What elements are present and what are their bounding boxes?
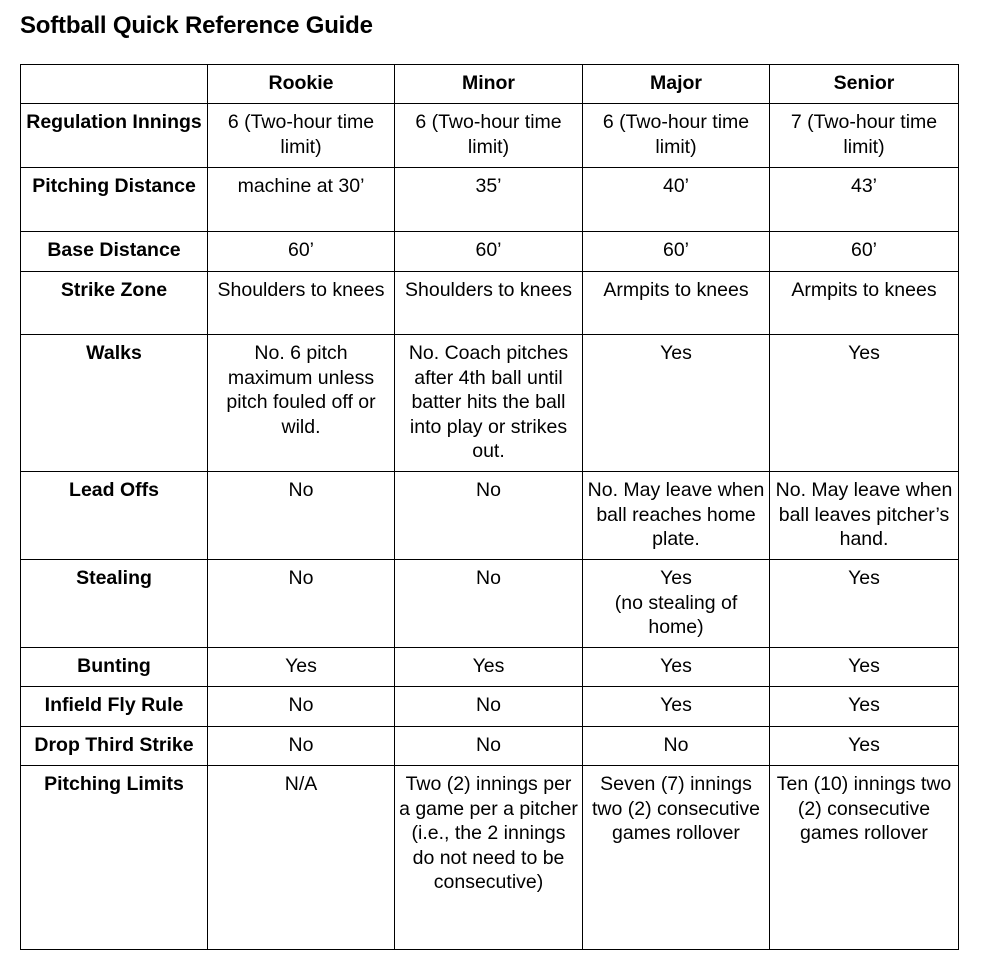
cell-minor: Shoulders to knees xyxy=(395,272,583,335)
cell-major: No xyxy=(583,727,770,766)
cell-rookie: No. 6 pitch maximum unless pitch fouled off or wild. xyxy=(208,335,395,472)
row-stealing xyxy=(21,560,959,648)
row-drop-third-strike xyxy=(21,727,959,766)
cell-rookie: No xyxy=(208,472,395,560)
cell-major: 40’ xyxy=(583,168,770,232)
row-label: Infield Fly Rule xyxy=(21,687,208,727)
row-label: Regulation Innings xyxy=(21,104,208,168)
cell-senior: Yes xyxy=(770,335,959,472)
header-rookie: Rookie xyxy=(208,65,395,104)
cell-minor: Two (2) innings per a game per a pitcher (i.e., the 2 innings do not need to be consecutive) xyxy=(395,766,583,950)
cell-rookie: machine at 30’ xyxy=(208,168,395,232)
row-lead-offs xyxy=(21,472,959,560)
row-regulation-innings xyxy=(21,104,959,168)
cell-rookie: No xyxy=(208,687,395,727)
row-label: Lead Offs xyxy=(21,472,208,560)
cell-senior: No. May leave when ball leaves pitcher’s hand. xyxy=(770,472,959,560)
header-major: Major xyxy=(583,65,770,104)
cell-senior: Ten (10) innings two (2) consecutive games rollover xyxy=(770,766,959,950)
row-pitching-distance xyxy=(21,168,959,232)
cell-rookie: No xyxy=(208,560,395,648)
cell-major: Seven (7) innings two (2) consecutive games rollover xyxy=(583,766,770,950)
cell-minor: 35’ xyxy=(395,168,583,232)
cell-major: 60’ xyxy=(583,232,770,272)
cell-minor: No xyxy=(395,727,583,766)
cell-senior: 7 (Two-hour time limit) xyxy=(770,104,959,168)
cell-rookie: N/A xyxy=(208,766,395,950)
document-title: Softball Quick Reference Guide xyxy=(20,12,373,39)
cell-major: No. May leave when ball reaches home plate. xyxy=(583,472,770,560)
row-walks xyxy=(21,335,959,472)
row-label: Bunting xyxy=(21,648,208,687)
cell-major: Armpits to knees xyxy=(583,272,770,335)
cell-rookie: Shoulders to knees xyxy=(208,272,395,335)
cell-major xyxy=(583,560,770,648)
cell-major-note: (no stealing of home) xyxy=(614,591,738,638)
cell-major: 6 (Two-hour time limit) xyxy=(583,104,770,168)
cell-senior: Yes xyxy=(770,727,959,766)
cell-minor: No xyxy=(395,687,583,727)
cell-major: Yes xyxy=(583,648,770,687)
row-label: Stealing xyxy=(21,560,208,648)
cell-rookie: No xyxy=(208,727,395,766)
row-strike-zone xyxy=(21,272,959,335)
cell-minor: 6 (Two-hour time limit) xyxy=(395,104,583,168)
header-corner xyxy=(21,65,208,104)
cell-senior: Yes xyxy=(770,648,959,687)
cell-senior: 43’ xyxy=(770,168,959,232)
cell-major: Yes xyxy=(583,687,770,727)
cell-senior: Yes xyxy=(770,560,959,648)
row-base-distance xyxy=(21,232,959,272)
row-bunting xyxy=(21,648,959,687)
cell-senior: Armpits to knees xyxy=(770,272,959,335)
header-minor: Minor xyxy=(395,65,583,104)
row-label: Pitching Distance xyxy=(21,168,208,232)
cell-rookie: 6 (Two-hour time limit) xyxy=(208,104,395,168)
row-label: Pitching Limits xyxy=(21,766,208,950)
cell-minor: No. Coach pitches after 4th ball until batter hits the ball into play or strikes out. xyxy=(395,335,583,472)
row-label: Base Distance xyxy=(21,232,208,272)
cell-major-value: Yes xyxy=(660,567,692,589)
reference-table xyxy=(20,64,959,950)
cell-major: Yes xyxy=(583,335,770,472)
row-pitching-limits xyxy=(21,766,959,950)
cell-senior: Yes xyxy=(770,687,959,727)
row-label: Walks xyxy=(21,335,208,472)
cell-minor: 60’ xyxy=(395,232,583,272)
cell-senior: 60’ xyxy=(770,232,959,272)
row-label: Drop Third Strike xyxy=(21,727,208,766)
row-infield-fly-rule xyxy=(21,687,959,727)
cell-rookie: 60’ xyxy=(208,232,395,272)
cell-rookie: Yes xyxy=(208,648,395,687)
header-row xyxy=(21,65,959,104)
header-senior: Senior xyxy=(770,65,959,104)
cell-minor: No xyxy=(395,560,583,648)
cell-minor: No xyxy=(395,472,583,560)
cell-minor: Yes xyxy=(395,648,583,687)
row-label: Strike Zone xyxy=(21,272,208,335)
